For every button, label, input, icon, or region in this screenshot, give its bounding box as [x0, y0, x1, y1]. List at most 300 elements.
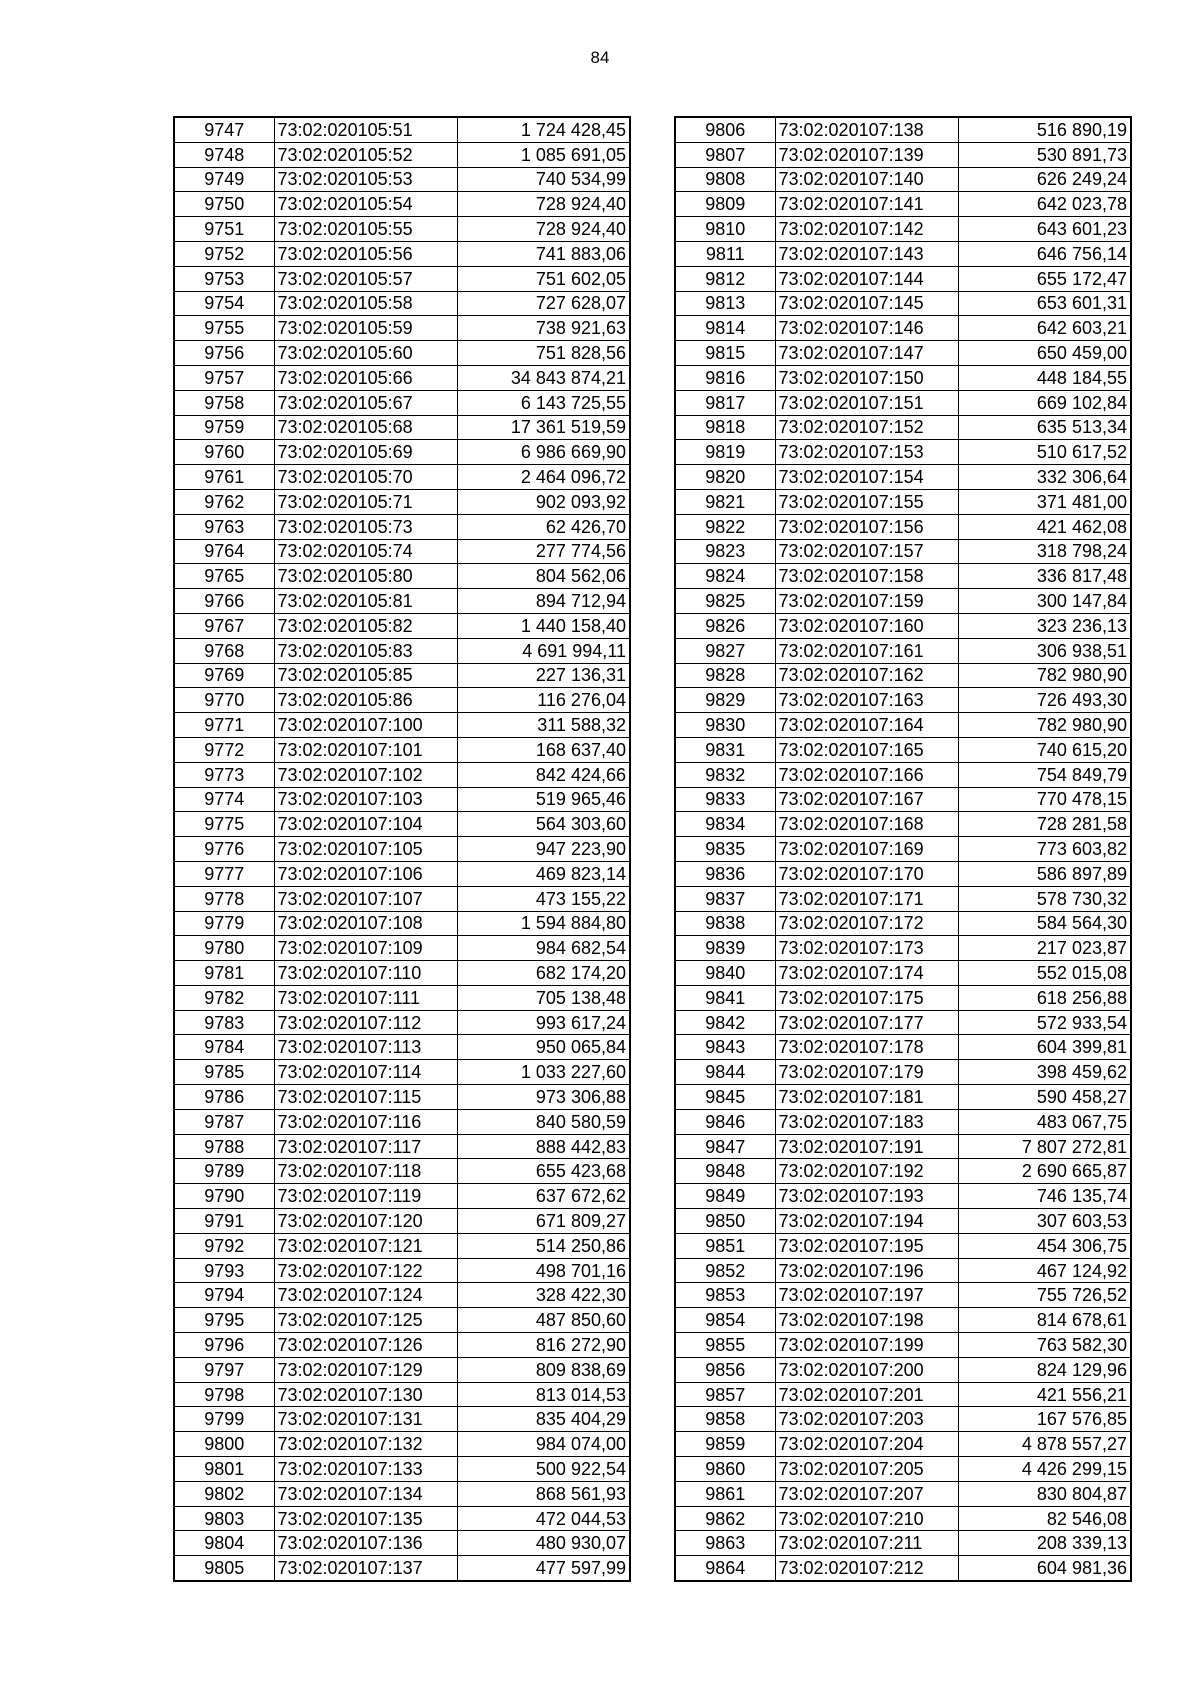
- value-cell: 868 561,93: [457, 1481, 630, 1506]
- table-row: [174, 1333, 630, 1358]
- value-cell: 635 513,34: [958, 415, 1131, 440]
- table-row: [675, 489, 1131, 514]
- cadastral-number-cell: 73:02:020107:104: [274, 812, 457, 837]
- cadastral-number-cell: 73:02:020105:86: [274, 688, 457, 713]
- cadastral-number-cell: 73:02:020107:134: [274, 1481, 457, 1506]
- cadastral-number-cell: 73:02:020107:110: [274, 961, 457, 986]
- cadastral-number-cell: 73:02:020107:154: [775, 465, 958, 490]
- cadastral-number-cell: 73:02:020107:114: [274, 1060, 457, 1085]
- cadastral-number-cell: 73:02:020107:191: [775, 1134, 958, 1159]
- value-cell: 590 458,27: [958, 1085, 1131, 1110]
- table-row: [675, 1085, 1131, 1110]
- cadastral-number-cell: 73:02:020107:108: [274, 911, 457, 936]
- value-cell: 277 774,56: [457, 539, 630, 564]
- row-number-cell: 9762: [174, 489, 274, 514]
- table-row: [174, 1556, 630, 1581]
- table-row: [174, 465, 630, 490]
- table-row: [174, 936, 630, 961]
- value-cell: 809 838,69: [457, 1357, 630, 1382]
- table-row: [174, 1506, 630, 1531]
- row-number-cell: 9825: [675, 589, 775, 614]
- table-row: [675, 1531, 1131, 1556]
- table-row: [675, 440, 1131, 465]
- table-row: [675, 1010, 1131, 1035]
- table-row: [675, 713, 1131, 738]
- table-row: [675, 539, 1131, 564]
- row-number-cell: 9831: [675, 737, 775, 762]
- value-cell: 642 023,78: [958, 192, 1131, 217]
- row-number-cell: 9811: [675, 241, 775, 266]
- value-cell: 586 897,89: [958, 861, 1131, 886]
- row-number-cell: 9809: [675, 192, 775, 217]
- cadastral-number-cell: 73:02:020107:201: [775, 1382, 958, 1407]
- row-number-cell: 9793: [174, 1258, 274, 1283]
- cadastral-number-cell: 73:02:020107:118: [274, 1159, 457, 1184]
- cadastral-number-cell: 73:02:020107:129: [274, 1357, 457, 1382]
- value-cell: 682 174,20: [457, 961, 630, 986]
- row-number-cell: 9782: [174, 985, 274, 1010]
- value-cell: 782 980,90: [958, 663, 1131, 688]
- cadastral-number-cell: 73:02:020107:177: [775, 1010, 958, 1035]
- cadastral-number-cell: 73:02:020105:80: [274, 564, 457, 589]
- cadastral-number-cell: 73:02:020105:82: [274, 613, 457, 638]
- cadastral-number-cell: 73:02:020107:138: [775, 117, 958, 142]
- value-cell: 371 481,00: [958, 489, 1131, 514]
- row-number-cell: 9748: [174, 142, 274, 167]
- row-number-cell: 9819: [675, 440, 775, 465]
- table-row: [174, 1085, 630, 1110]
- value-cell: 469 823,14: [457, 861, 630, 886]
- value-cell: 328 422,30: [457, 1283, 630, 1308]
- register-table-right: [674, 116, 1132, 1582]
- cadastral-number-cell: 73:02:020107:150: [775, 365, 958, 390]
- table-row: [675, 341, 1131, 366]
- value-cell: 655 172,47: [958, 266, 1131, 291]
- table-row: [675, 1556, 1131, 1581]
- value-cell: 82 546,08: [958, 1506, 1131, 1531]
- value-cell: 840 580,59: [457, 1109, 630, 1134]
- table-row: [675, 1432, 1131, 1457]
- table-row: [174, 861, 630, 886]
- row-number-cell: 9814: [675, 316, 775, 341]
- row-number-cell: 9789: [174, 1159, 274, 1184]
- table-row: [174, 1060, 630, 1085]
- table-row: [174, 539, 630, 564]
- row-number-cell: 9802: [174, 1481, 274, 1506]
- value-cell: 4 426 299,15: [958, 1457, 1131, 1482]
- table-row: [675, 365, 1131, 390]
- row-number-cell: 9841: [675, 985, 775, 1010]
- value-cell: 738 921,63: [457, 316, 630, 341]
- row-number-cell: 9843: [675, 1035, 775, 1060]
- table-row: [174, 1357, 630, 1382]
- value-cell: 530 891,73: [958, 142, 1131, 167]
- value-cell: 643 601,23: [958, 217, 1131, 242]
- row-number-cell: 9784: [174, 1035, 274, 1060]
- row-number-cell: 9756: [174, 341, 274, 366]
- table-row: [174, 911, 630, 936]
- cadastral-number-cell: 73:02:020105:73: [274, 514, 457, 539]
- cadastral-number-cell: 73:02:020107:211: [775, 1531, 958, 1556]
- row-number-cell: 9779: [174, 911, 274, 936]
- value-cell: 500 922,54: [457, 1457, 630, 1482]
- row-number-cell: 9759: [174, 415, 274, 440]
- table-row: [174, 1258, 630, 1283]
- row-number-cell: 9786: [174, 1085, 274, 1110]
- table-row: [174, 316, 630, 341]
- row-number-cell: 9816: [675, 365, 775, 390]
- value-cell: 477 597,99: [457, 1556, 630, 1581]
- table-row: [675, 117, 1131, 142]
- value-cell: 746 135,74: [958, 1184, 1131, 1209]
- row-number-cell: 9785: [174, 1060, 274, 1085]
- cadastral-number-cell: 73:02:020107:181: [775, 1085, 958, 1110]
- value-cell: 472 044,53: [457, 1506, 630, 1531]
- table-row: [675, 861, 1131, 886]
- row-number-cell: 9852: [675, 1258, 775, 1283]
- cadastral-number-cell: 73:02:020105:51: [274, 117, 457, 142]
- value-cell: 4 691 994,11: [457, 638, 630, 663]
- row-number-cell: 9808: [675, 167, 775, 192]
- value-cell: 813 014,53: [457, 1382, 630, 1407]
- table-row: [675, 762, 1131, 787]
- table-row: [174, 117, 630, 142]
- cadastral-number-cell: 73:02:020107:141: [775, 192, 958, 217]
- table-row: [174, 762, 630, 787]
- value-cell: 604 399,81: [958, 1035, 1131, 1060]
- value-cell: 448 184,55: [958, 365, 1131, 390]
- cadastral-number-cell: 73:02:020105:81: [274, 589, 457, 614]
- cadastral-number-cell: 73:02:020105:56: [274, 241, 457, 266]
- row-number-cell: 9817: [675, 390, 775, 415]
- value-cell: 888 442,83: [457, 1134, 630, 1159]
- row-number-cell: 9749: [174, 167, 274, 192]
- row-number-cell: 9860: [675, 1457, 775, 1482]
- row-number-cell: 9803: [174, 1506, 274, 1531]
- cadastral-number-cell: 73:02:020107:107: [274, 886, 457, 911]
- value-cell: 306 938,51: [958, 638, 1131, 663]
- row-number-cell: 9794: [174, 1283, 274, 1308]
- value-cell: 498 701,16: [457, 1258, 630, 1283]
- row-number-cell: 9835: [675, 837, 775, 862]
- table-row: [174, 1209, 630, 1234]
- table-row: [675, 1060, 1131, 1085]
- cadastral-number-cell: 73:02:020107:137: [274, 1556, 457, 1581]
- row-number-cell: 9770: [174, 688, 274, 713]
- value-cell: 421 556,21: [958, 1382, 1131, 1407]
- value-cell: 773 603,82: [958, 837, 1131, 862]
- cadastral-number-cell: 73:02:020107:155: [775, 489, 958, 514]
- value-cell: 564 303,60: [457, 812, 630, 837]
- row-number-cell: 9780: [174, 936, 274, 961]
- row-number-cell: 9781: [174, 961, 274, 986]
- value-cell: 728 281,58: [958, 812, 1131, 837]
- table-row: [174, 514, 630, 539]
- value-cell: 483 067,75: [958, 1109, 1131, 1134]
- row-number-cell: 9758: [174, 390, 274, 415]
- value-cell: 34 843 874,21: [457, 365, 630, 390]
- row-number-cell: 9791: [174, 1209, 274, 1234]
- row-number-cell: 9839: [675, 936, 775, 961]
- row-number-cell: 9818: [675, 415, 775, 440]
- table-row: [174, 985, 630, 1010]
- value-cell: 454 306,75: [958, 1233, 1131, 1258]
- cadastral-number-cell: 73:02:020107:143: [775, 241, 958, 266]
- value-cell: 740 534,99: [457, 167, 630, 192]
- table-row: [174, 1109, 630, 1134]
- value-cell: 398 459,62: [958, 1060, 1131, 1085]
- value-cell: 4 878 557,27: [958, 1432, 1131, 1457]
- cadastral-number-cell: 73:02:020107:169: [775, 837, 958, 862]
- cadastral-number-cell: 73:02:020107:124: [274, 1283, 457, 1308]
- table-row: [174, 737, 630, 762]
- row-number-cell: 9792: [174, 1233, 274, 1258]
- table-row: [675, 589, 1131, 614]
- value-cell: 782 980,90: [958, 713, 1131, 738]
- row-number-cell: 9753: [174, 266, 274, 291]
- value-cell: 552 015,08: [958, 961, 1131, 986]
- row-number-cell: 9769: [174, 663, 274, 688]
- table-row: [174, 440, 630, 465]
- cadastral-number-cell: 73:02:020107:212: [775, 1556, 958, 1581]
- table-row: [174, 688, 630, 713]
- table-row: [675, 1308, 1131, 1333]
- table-row: [174, 638, 630, 663]
- table-row: [675, 787, 1131, 812]
- row-number-cell: 9822: [675, 514, 775, 539]
- row-number-cell: 9755: [174, 316, 274, 341]
- value-cell: 671 809,27: [457, 1209, 630, 1234]
- value-cell: 973 306,88: [457, 1085, 630, 1110]
- row-number-cell: 9823: [675, 539, 775, 564]
- cadastral-number-cell: 73:02:020107:156: [775, 514, 958, 539]
- cadastral-number-cell: 73:02:020107:173: [775, 936, 958, 961]
- cadastral-number-cell: 73:02:020107:136: [274, 1531, 457, 1556]
- value-cell: 655 423,68: [457, 1159, 630, 1184]
- row-number-cell: 9827: [675, 638, 775, 663]
- row-number-cell: 9838: [675, 911, 775, 936]
- cadastral-number-cell: 73:02:020107:172: [775, 911, 958, 936]
- table-row: [675, 266, 1131, 291]
- table-row: [174, 266, 630, 291]
- row-number-cell: 9790: [174, 1184, 274, 1209]
- value-cell: 894 712,94: [457, 589, 630, 614]
- value-cell: 993 617,24: [457, 1010, 630, 1035]
- row-number-cell: 9812: [675, 266, 775, 291]
- cadastral-number-cell: 73:02:020107:170: [775, 861, 958, 886]
- table-row: [174, 589, 630, 614]
- cadastral-number-cell: 73:02:020105:83: [274, 638, 457, 663]
- value-cell: 7 807 272,81: [958, 1134, 1131, 1159]
- cadastral-number-cell: 73:02:020107:116: [274, 1109, 457, 1134]
- cadastral-number-cell: 73:02:020107:161: [775, 638, 958, 663]
- table-row: [675, 1506, 1131, 1531]
- table-row: [174, 1407, 630, 1432]
- table-row: [675, 737, 1131, 762]
- value-cell: 751 828,56: [457, 341, 630, 366]
- table-row: [675, 1258, 1131, 1283]
- row-number-cell: 9801: [174, 1457, 274, 1482]
- row-number-cell: 9766: [174, 589, 274, 614]
- cadastral-number-cell: 73:02:020107:131: [274, 1407, 457, 1432]
- row-number-cell: 9774: [174, 787, 274, 812]
- table-row: [675, 241, 1131, 266]
- table-row: [174, 142, 630, 167]
- value-cell: 947 223,90: [457, 837, 630, 862]
- value-cell: 467 124,92: [958, 1258, 1131, 1283]
- value-cell: 728 924,40: [457, 192, 630, 217]
- row-number-cell: 9856: [675, 1357, 775, 1382]
- table-row: [174, 415, 630, 440]
- table-row: [675, 1457, 1131, 1482]
- value-cell: 332 306,64: [958, 465, 1131, 490]
- row-number-cell: 9752: [174, 241, 274, 266]
- row-number-cell: 9767: [174, 613, 274, 638]
- cadastral-number-cell: 73:02:020107:132: [274, 1432, 457, 1457]
- table-row: [675, 638, 1131, 663]
- value-cell: 307 603,53: [958, 1209, 1131, 1234]
- value-cell: 516 890,19: [958, 117, 1131, 142]
- cadastral-number-cell: 73:02:020105:59: [274, 316, 457, 341]
- table-row: [174, 489, 630, 514]
- row-number-cell: 9778: [174, 886, 274, 911]
- value-cell: 6 986 669,90: [457, 440, 630, 465]
- value-cell: 323 236,13: [958, 613, 1131, 638]
- cadastral-number-cell: 73:02:020107:178: [775, 1035, 958, 1060]
- value-cell: 473 155,22: [457, 886, 630, 911]
- cadastral-number-cell: 73:02:020107:153: [775, 440, 958, 465]
- value-cell: 17 361 519,59: [457, 415, 630, 440]
- table-row: [675, 1333, 1131, 1358]
- cadastral-number-cell: 73:02:020107:199: [775, 1333, 958, 1358]
- register-table-left-body: [174, 117, 630, 1581]
- row-number-cell: 9798: [174, 1382, 274, 1407]
- row-number-cell: 9804: [174, 1531, 274, 1556]
- table-row: [174, 886, 630, 911]
- row-number-cell: 9820: [675, 465, 775, 490]
- table-row: [675, 911, 1131, 936]
- value-cell: 116 276,04: [457, 688, 630, 713]
- value-cell: 626 249,24: [958, 167, 1131, 192]
- value-cell: 770 478,15: [958, 787, 1131, 812]
- cadastral-number-cell: 73:02:020105:52: [274, 142, 457, 167]
- cadastral-number-cell: 73:02:020107:121: [274, 1233, 457, 1258]
- table-row: [174, 192, 630, 217]
- cadastral-number-cell: 73:02:020107:204: [775, 1432, 958, 1457]
- row-number-cell: 9862: [675, 1506, 775, 1531]
- row-number-cell: 9864: [675, 1556, 775, 1581]
- table-row: [675, 564, 1131, 589]
- value-cell: 1 085 691,05: [457, 142, 630, 167]
- row-number-cell: 9844: [675, 1060, 775, 1085]
- row-number-cell: 9815: [675, 341, 775, 366]
- table-row: [675, 1209, 1131, 1234]
- cadastral-number-cell: 73:02:020107:109: [274, 936, 457, 961]
- cadastral-number-cell: 73:02:020107:130: [274, 1382, 457, 1407]
- row-number-cell: 9859: [675, 1432, 775, 1457]
- value-cell: 984 682,54: [457, 936, 630, 961]
- row-number-cell: 9858: [675, 1407, 775, 1432]
- value-cell: 519 965,46: [457, 787, 630, 812]
- table-row: [675, 1159, 1131, 1184]
- cadastral-number-cell: 73:02:020105:74: [274, 539, 457, 564]
- cadastral-number-cell: 73:02:020107:194: [775, 1209, 958, 1234]
- cadastral-number-cell: 73:02:020107:119: [274, 1184, 457, 1209]
- table-row: [675, 316, 1131, 341]
- row-number-cell: 9830: [675, 713, 775, 738]
- table-row: [675, 167, 1131, 192]
- value-cell: 6 143 725,55: [457, 390, 630, 415]
- table-row: [174, 812, 630, 837]
- cadastral-number-cell: 73:02:020105:60: [274, 341, 457, 366]
- cadastral-number-cell: 73:02:020107:111: [274, 985, 457, 1010]
- table-row: [174, 837, 630, 862]
- cadastral-number-cell: 73:02:020105:85: [274, 663, 457, 688]
- value-cell: 514 250,86: [457, 1233, 630, 1258]
- value-cell: 1 440 158,40: [457, 613, 630, 638]
- table-row: [174, 241, 630, 266]
- cadastral-number-cell: 73:02:020105:55: [274, 217, 457, 242]
- table-row: [675, 192, 1131, 217]
- table-row: [675, 1357, 1131, 1382]
- value-cell: 2 464 096,72: [457, 465, 630, 490]
- table-row: [174, 365, 630, 390]
- value-cell: 227 136,31: [457, 663, 630, 688]
- table-row: [675, 688, 1131, 713]
- cadastral-number-cell: 73:02:020107:112: [274, 1010, 457, 1035]
- row-number-cell: 9850: [675, 1209, 775, 1234]
- cadastral-number-cell: 73:02:020107:164: [775, 713, 958, 738]
- value-cell: 754 849,79: [958, 762, 1131, 787]
- row-number-cell: 9833: [675, 787, 775, 812]
- row-number-cell: 9857: [675, 1382, 775, 1407]
- cadastral-number-cell: 73:02:020107:165: [775, 737, 958, 762]
- value-cell: 584 564,30: [958, 911, 1131, 936]
- table-row: [174, 1010, 630, 1035]
- row-number-cell: 9772: [174, 737, 274, 762]
- row-number-cell: 9849: [675, 1184, 775, 1209]
- row-number-cell: 9806: [675, 117, 775, 142]
- table-row: [174, 1035, 630, 1060]
- cadastral-number-cell: 73:02:020107:174: [775, 961, 958, 986]
- cadastral-number-cell: 73:02:020105:68: [274, 415, 457, 440]
- table-row: [675, 1035, 1131, 1060]
- table-row: [174, 341, 630, 366]
- row-number-cell: 9853: [675, 1283, 775, 1308]
- cadastral-number-cell: 73:02:020107:139: [775, 142, 958, 167]
- value-cell: 740 615,20: [958, 737, 1131, 762]
- cadastral-number-cell: 73:02:020105:71: [274, 489, 457, 514]
- table-row: [675, 1407, 1131, 1432]
- table-row: [675, 217, 1131, 242]
- row-number-cell: 9842: [675, 1010, 775, 1035]
- value-cell: 2 690 665,87: [958, 1159, 1131, 1184]
- value-cell: 642 603,21: [958, 316, 1131, 341]
- row-number-cell: 9810: [675, 217, 775, 242]
- cadastral-number-cell: 73:02:020107:122: [274, 1258, 457, 1283]
- table-row: [675, 291, 1131, 316]
- cadastral-number-cell: 73:02:020107:166: [775, 762, 958, 787]
- row-number-cell: 9796: [174, 1333, 274, 1358]
- cadastral-number-cell: 73:02:020105:58: [274, 291, 457, 316]
- row-number-cell: 9851: [675, 1233, 775, 1258]
- value-cell: 727 628,07: [457, 291, 630, 316]
- table-row: [675, 1134, 1131, 1159]
- cadastral-number-cell: 73:02:020107:103: [274, 787, 457, 812]
- row-number-cell: 9824: [675, 564, 775, 589]
- table-row: [675, 663, 1131, 688]
- cadastral-number-cell: 73:02:020107:126: [274, 1333, 457, 1358]
